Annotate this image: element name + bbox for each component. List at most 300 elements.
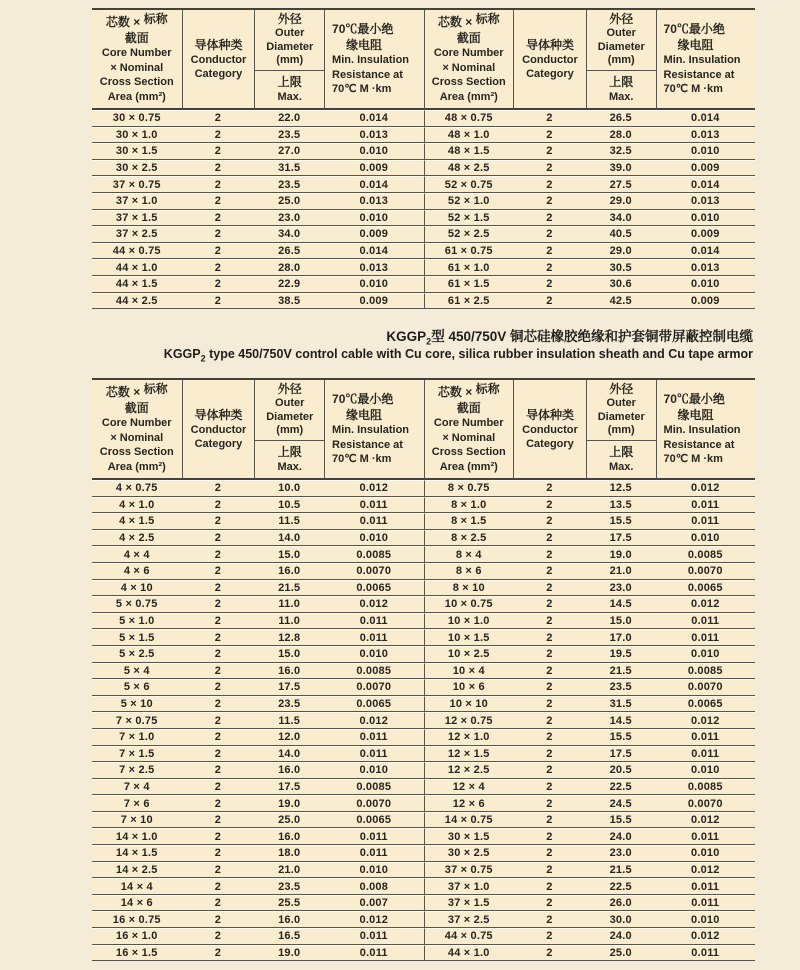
table-cell: 4 × 0.75 <box>92 480 182 497</box>
table-cell: 2 <box>182 530 255 547</box>
table-header <box>92 380 424 480</box>
table-cell: 15.0 <box>254 646 324 663</box>
table-cell: 2 <box>513 110 586 127</box>
table-cell: 12 × 6 <box>424 795 514 812</box>
table-cell: 44 × 1.0 <box>424 945 514 962</box>
header-max-limit: 上限 Max. <box>586 441 656 480</box>
table-cell: 34.0 <box>586 210 656 227</box>
header-core-number-cn: 芯数 × 标称 <box>105 382 168 399</box>
table-cell: 11.5 <box>254 712 324 729</box>
table-row <box>92 613 424 630</box>
table-cell: 25.0 <box>254 193 324 210</box>
table-cell: 2 <box>182 828 255 845</box>
table-cell: 40.5 <box>586 226 656 243</box>
table-cell: 0.011 <box>656 895 755 912</box>
table-row <box>92 712 424 729</box>
table-cell: 25.0 <box>586 945 656 962</box>
table-cell: 2 <box>182 795 255 812</box>
table-cell: 0.010 <box>324 143 423 160</box>
table-cell: 0.014 <box>324 110 423 127</box>
section-title-cn: $KGGP_2$型 450/750V 铜芯硅橡胶绝缘和护套铜带屏蔽控制电缆 <box>386 329 753 347</box>
table-cell: 2 <box>513 210 586 227</box>
table-cell: 61 × 0.75 <box>424 243 514 260</box>
table-cell: 0.011 <box>324 613 423 630</box>
table-row <box>424 243 756 260</box>
header-outer-diameter: 外径 Outer Diameter (mm) <box>254 10 324 71</box>
table-cell: 15.5 <box>586 729 656 746</box>
table-cell: 19.5 <box>586 646 656 663</box>
table-row <box>92 928 424 945</box>
table-body <box>424 110 756 309</box>
table-cell: 7 × 2.5 <box>92 762 182 779</box>
table-cell: 2 <box>182 480 255 497</box>
table-cell: 0.011 <box>656 513 755 530</box>
table-cell: 2 <box>513 160 586 177</box>
table-cell: 37 × 0.75 <box>92 176 182 193</box>
table-cell: 39.0 <box>586 160 656 177</box>
table-cell: 29.0 <box>586 193 656 210</box>
table-cell: 2 <box>182 712 255 729</box>
table-cell: 16.0 <box>254 828 324 845</box>
header-core-number: 芯数 × 标称 截面 Core Number × Nominal Cross Section Area (mm²) <box>424 380 514 480</box>
table-cell: 0.013 <box>324 259 423 276</box>
table-cell: 15.5 <box>586 513 656 530</box>
table-cell: 37 × 2.5 <box>92 226 182 243</box>
table-cell: 30 × 2.5 <box>92 160 182 177</box>
table-cell: 2 <box>182 226 255 243</box>
table-cell: 0.012 <box>324 911 423 928</box>
table-row <box>92 546 424 563</box>
table-cell: 2 <box>182 862 255 879</box>
table-cell: 2 <box>182 845 255 862</box>
table-cell: 2 <box>513 629 586 646</box>
table-cell: 0.013 <box>324 127 423 144</box>
table-row <box>424 878 756 895</box>
table-cell: 61 × 1.5 <box>424 276 514 293</box>
table-cell: 0.010 <box>656 762 755 779</box>
table-cell: 8 × 2.5 <box>424 530 514 547</box>
table-cell: 0.0085 <box>324 779 423 796</box>
table-cell: 0.014 <box>656 243 755 260</box>
table-cell: 0.011 <box>324 746 423 763</box>
table-cell: 44 × 0.75 <box>92 243 182 260</box>
table-row <box>424 110 756 127</box>
table-cell: 29.0 <box>586 243 656 260</box>
table-cell: 19.0 <box>586 546 656 563</box>
table-cell: 2 <box>513 945 586 962</box>
table-row <box>424 712 756 729</box>
table-cell: 16 × 1.5 <box>92 945 182 962</box>
table-cell: 7 × 6 <box>92 795 182 812</box>
table-row <box>92 480 424 497</box>
table-cell: 23.0 <box>586 580 656 597</box>
table-cell: 2 <box>513 812 586 829</box>
table-row <box>92 127 424 144</box>
table-cell: 17.0 <box>586 629 656 646</box>
table-cell: 17.5 <box>586 530 656 547</box>
table-cell: 4 × 10 <box>92 580 182 597</box>
table-cell: 0.0070 <box>656 563 755 580</box>
header-outer-diameter: 外径 Outer Diameter (mm) <box>586 10 656 71</box>
table-cell: 2 <box>513 480 586 497</box>
header-conductor-category: 导体种类 Conductor Category <box>182 10 255 110</box>
table-cell: 16.0 <box>254 563 324 580</box>
table-cell: 0.0085 <box>656 779 755 796</box>
table-cell: 21.0 <box>586 563 656 580</box>
table-row <box>92 513 424 530</box>
table-cell: 25.5 <box>254 895 324 912</box>
table-cell: 31.5 <box>586 696 656 713</box>
table-cell: 0.009 <box>656 293 755 310</box>
table-cell: 2 <box>182 762 255 779</box>
header-max-limit: 上限 Max. <box>254 71 324 110</box>
table-cell: 12.8 <box>254 629 324 646</box>
table-cell: 0.011 <box>656 729 755 746</box>
table-cell: 2 <box>513 563 586 580</box>
table-cell: 0.011 <box>656 629 755 646</box>
header-core-number-cn: 芯数 × 标称 <box>437 382 500 399</box>
table-cell: 0.011 <box>324 845 423 862</box>
table-row <box>424 480 756 497</box>
table-cell: 8 × 6 <box>424 563 514 580</box>
table-cell: 61 × 2.5 <box>424 293 514 310</box>
table-row <box>424 746 756 763</box>
table-cell: 2 <box>182 613 255 630</box>
table-cell: 0.011 <box>656 746 755 763</box>
table-cell: 15.5 <box>586 812 656 829</box>
header-conductor-category: 导体种类 Conductor Category <box>513 10 586 110</box>
header-core-number: 芯数 × 标称 截面 Core Number × Nominal Cross Section Area (mm²) <box>92 10 182 110</box>
table-row <box>424 127 756 144</box>
table-cell: 8 × 10 <box>424 580 514 597</box>
table-cell: 11.0 <box>254 613 324 630</box>
table-cell: 2 <box>182 646 255 663</box>
table-cell: 5 × 4 <box>92 663 182 680</box>
table-cell: 0.010 <box>656 276 755 293</box>
table-cell: 16.0 <box>254 663 324 680</box>
table-cell: 0.012 <box>324 712 423 729</box>
table-row <box>424 928 756 945</box>
header-max-limit: 上限 Max. <box>586 71 656 110</box>
table-row <box>92 679 424 696</box>
table-cell: 0.0070 <box>324 679 423 696</box>
table-cell: 8 × 1.0 <box>424 497 514 514</box>
table-cell: 24.0 <box>586 928 656 945</box>
table-cell: 17.5 <box>254 679 324 696</box>
table-cell: 2 <box>513 845 586 862</box>
table-row <box>92 911 424 928</box>
table-cell: 37 × 0.75 <box>424 862 514 879</box>
header-core-number-cn: 芯数 × 标称 <box>437 12 500 29</box>
table-cell: 10 × 0.75 <box>424 596 514 613</box>
table-cell: 23.0 <box>586 845 656 862</box>
table-row <box>92 580 424 597</box>
table-cell: 5 × 0.75 <box>92 596 182 613</box>
table-row <box>92 646 424 663</box>
table-cell: 0.0065 <box>324 812 423 829</box>
table-row <box>92 746 424 763</box>
table-row <box>92 243 424 260</box>
table-row <box>424 679 756 696</box>
table-row <box>92 160 424 177</box>
table-cell: 2 <box>182 513 255 530</box>
table-cell: 0.011 <box>324 945 423 962</box>
table-cell: 0.012 <box>656 712 755 729</box>
table-row <box>424 176 756 193</box>
table-row <box>92 862 424 879</box>
table-row <box>424 828 756 845</box>
table-cell: 16.0 <box>254 762 324 779</box>
table-cell: 37 × 1.0 <box>424 878 514 895</box>
table-cell: 4 × 6 <box>92 563 182 580</box>
header-core-number: 芯数 × 标称 截面 Core Number × Nominal Cross Section Area (mm²) <box>424 10 514 110</box>
table-cell: 0.012 <box>656 928 755 945</box>
table-cell: 0.009 <box>324 226 423 243</box>
table-cell: 0.010 <box>656 530 755 547</box>
table-row <box>92 895 424 912</box>
table-cell: 2 <box>182 911 255 928</box>
table-row <box>424 945 756 962</box>
table-cell: 4 × 1.5 <box>92 513 182 530</box>
table-cell: 44 × 2.5 <box>92 293 182 310</box>
section-title <box>92 327 753 363</box>
table-cell: 0.009 <box>324 293 423 310</box>
table-cell: 2 <box>182 945 255 962</box>
table-cell: 0.0085 <box>324 663 423 680</box>
table-cell: 5 × 6 <box>92 679 182 696</box>
table-cell: 0.0065 <box>656 696 755 713</box>
table-row <box>424 497 756 514</box>
table-cell: 2 <box>513 663 586 680</box>
table-cell: 2 <box>513 259 586 276</box>
table-cell: 0.009 <box>656 226 755 243</box>
table-cell: 2 <box>513 928 586 945</box>
table-cell: 2 <box>182 779 255 796</box>
table-row <box>92 663 424 680</box>
table-cell: 16 × 1.0 <box>92 928 182 945</box>
table-row <box>424 513 756 530</box>
table-cell: 0.010 <box>324 530 423 547</box>
table-cell: 11.0 <box>254 596 324 613</box>
table-cell: 30 × 1.5 <box>424 828 514 845</box>
header-min-insulation: 70℃最小绝 缘电阻 Min. Insulation Resistance at 70℃ M ·km <box>324 10 423 110</box>
table-cell: 61 × 1.0 <box>424 259 514 276</box>
table-row <box>92 497 424 514</box>
table-cell: 16 × 0.75 <box>92 911 182 928</box>
table-cell: 14.0 <box>254 530 324 547</box>
table-cell: 23.5 <box>254 176 324 193</box>
table-cell: 2 <box>182 596 255 613</box>
table-cell: 2 <box>182 696 255 713</box>
header-outer-diameter: 外径 Outer Diameter (mm) <box>586 380 656 441</box>
table-cell: 0.011 <box>656 878 755 895</box>
table-cell: 2 <box>182 497 255 514</box>
table-cell: 14 × 6 <box>92 895 182 912</box>
table-cell: 2 <box>182 663 255 680</box>
table-cell: 2 <box>513 497 586 514</box>
table-row <box>92 812 424 829</box>
table-cell: 14 × 2.5 <box>92 862 182 879</box>
table-row <box>92 226 424 243</box>
table-row <box>424 629 756 646</box>
table-cell: 37 × 1.0 <box>92 193 182 210</box>
table-cell: 2 <box>182 679 255 696</box>
header-conductor-category: 导体种类 Conductor Category <box>182 380 255 480</box>
table-row <box>92 729 424 746</box>
spec-table-kggp <box>92 8 755 309</box>
table-cell: 5 × 2.5 <box>92 646 182 663</box>
table-cell: 25.0 <box>254 812 324 829</box>
table-cell: 2 <box>513 613 586 630</box>
table-cell: 22.9 <box>254 276 324 293</box>
table-cell: 10 × 4 <box>424 663 514 680</box>
table-cell: 0.014 <box>324 176 423 193</box>
header-core-number-cn: 芯数 × 标称 <box>105 12 168 29</box>
table-cell: 2 <box>513 646 586 663</box>
table-cell: 2 <box>513 911 586 928</box>
table-cell: 27.5 <box>586 176 656 193</box>
table-row <box>92 945 424 962</box>
table-cell: 2 <box>182 928 255 945</box>
table-cell: 15.0 <box>586 613 656 630</box>
table-cell: 37 × 1.5 <box>424 895 514 912</box>
table-cell: 7 × 1.0 <box>92 729 182 746</box>
table-cell: 2 <box>182 110 255 127</box>
table-cell: 12.5 <box>586 480 656 497</box>
table-cell: 22.0 <box>254 110 324 127</box>
table-cell: 0.011 <box>656 945 755 962</box>
spec-table-kggp-left <box>92 8 424 309</box>
table-row <box>424 226 756 243</box>
header-max-limit: 上限 Max. <box>254 441 324 480</box>
table-cell: 12 × 4 <box>424 779 514 796</box>
table-row <box>92 530 424 547</box>
table-cell: 2 <box>513 176 586 193</box>
table-cell: 2 <box>513 580 586 597</box>
section-title-en: $KGGP_2$ type 450/750V control cable with Cu core, silica rubber insulation sheath and Cu tape armor <box>163 347 753 364</box>
table-cell: 2 <box>513 746 586 763</box>
table-cell: 2 <box>513 779 586 796</box>
table-cell: 5 × 10 <box>92 696 182 713</box>
table-row <box>424 646 756 663</box>
table-cell: 0.010 <box>656 911 755 928</box>
table-body <box>92 480 424 961</box>
table-cell: 0.010 <box>656 845 755 862</box>
table-cell: 27.0 <box>254 143 324 160</box>
table-cell: 0.0065 <box>656 580 755 597</box>
table-cell: 0.009 <box>324 160 423 177</box>
table-row <box>424 779 756 796</box>
table-cell: 11.5 <box>254 513 324 530</box>
table-cell: 14 × 0.75 <box>424 812 514 829</box>
table-row <box>424 895 756 912</box>
table-cell: 19.0 <box>254 795 324 812</box>
table-cell: 0.010 <box>324 210 423 227</box>
table-cell: 2 <box>182 746 255 763</box>
table-cell: 26.0 <box>586 895 656 912</box>
table-cell: 30 × 1.5 <box>92 143 182 160</box>
table-cell: 0.0085 <box>656 546 755 563</box>
table-cell: 7 × 10 <box>92 812 182 829</box>
table-cell: 2 <box>513 276 586 293</box>
table-row <box>424 530 756 547</box>
spec-table-kggp2 <box>92 378 755 961</box>
table-cell: 2 <box>182 210 255 227</box>
table-header <box>424 10 756 110</box>
table-row <box>424 795 756 812</box>
table-cell: 2 <box>182 160 255 177</box>
table-cell: 10.0 <box>254 480 324 497</box>
table-row <box>92 629 424 646</box>
table-header <box>424 380 756 480</box>
table-cell: 44 × 1.0 <box>92 259 182 276</box>
table-cell: 18.0 <box>254 845 324 862</box>
table-cell: 52 × 2.5 <box>424 226 514 243</box>
table-cell: 2 <box>513 243 586 260</box>
table-cell: 2 <box>182 895 255 912</box>
table-row <box>424 596 756 613</box>
table-cell: 4 × 4 <box>92 546 182 563</box>
table-cell: 5 × 1.0 <box>92 613 182 630</box>
header-min-insulation: 70℃最小绝 缘电阻 Min. Insulation Resistance at 70℃ M ·km <box>656 380 755 480</box>
table-cell: 26.5 <box>586 110 656 127</box>
table-cell: 2 <box>513 226 586 243</box>
table-row <box>424 276 756 293</box>
table-body <box>424 480 756 961</box>
table-cell: 4 × 2.5 <box>92 530 182 547</box>
table-cell: 23.5 <box>254 696 324 713</box>
table-cell: 0.0065 <box>324 580 423 597</box>
table-cell: 2 <box>182 878 255 895</box>
table-cell: 24.5 <box>586 795 656 812</box>
table-row <box>424 259 756 276</box>
table-row <box>92 143 424 160</box>
table-cell: 2 <box>513 878 586 895</box>
table-cell: 0.011 <box>656 497 755 514</box>
table-cell: 12 × 0.75 <box>424 712 514 729</box>
table-cell: 32.5 <box>586 143 656 160</box>
table-cell: 0.009 <box>656 160 755 177</box>
table-cell: 2 <box>513 762 586 779</box>
table-cell: 30.6 <box>586 276 656 293</box>
table-cell: 0.010 <box>324 646 423 663</box>
table-cell: 14.5 <box>586 596 656 613</box>
table-row <box>92 259 424 276</box>
table-cell: 0.007 <box>324 895 423 912</box>
table-cell: 0.0070 <box>324 563 423 580</box>
table-cell: 52 × 0.75 <box>424 176 514 193</box>
table-cell: 23.0 <box>254 210 324 227</box>
table-cell: 2 <box>513 729 586 746</box>
table-cell: 2 <box>182 193 255 210</box>
table-cell: 15.0 <box>254 546 324 563</box>
table-cell: 2 <box>513 679 586 696</box>
table-cell: 2 <box>182 580 255 597</box>
table-row <box>92 563 424 580</box>
table-cell: 44 × 1.5 <box>92 276 182 293</box>
table-cell: 2 <box>513 862 586 879</box>
table-cell: 4 × 1.0 <box>92 497 182 514</box>
table-cell: 5 × 1.5 <box>92 629 182 646</box>
table-cell: 0.011 <box>324 729 423 746</box>
table-cell: 0.011 <box>656 828 755 845</box>
table-cell: 22.5 <box>586 878 656 895</box>
table-cell: 0.011 <box>324 629 423 646</box>
table-cell: 0.012 <box>656 812 755 829</box>
table-cell: 14.0 <box>254 746 324 763</box>
table-cell: 23.5 <box>254 127 324 144</box>
table-cell: 10 × 2.5 <box>424 646 514 663</box>
